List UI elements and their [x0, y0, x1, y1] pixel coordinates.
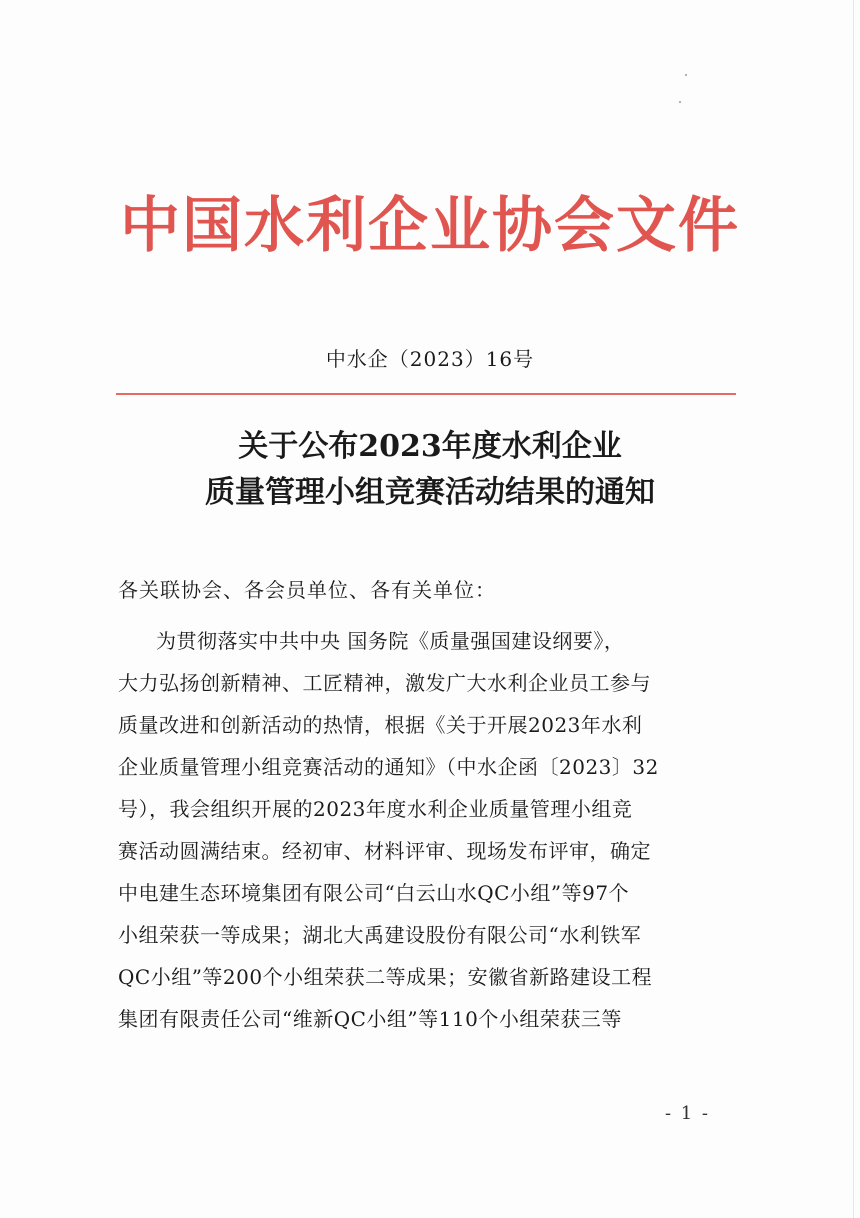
page-number: - 1 -: [664, 1103, 710, 1124]
scan-edge-line: [853, 0, 854, 1218]
body-line: 企业质量管理小组竞赛活动的通知》（中水企函〔2023〕32: [118, 755, 659, 779]
org-header-title: 中国水利企业协会文件: [120, 191, 740, 261]
body-line: 号），我会组织开展的2023年度水利企业质量管理小组竞: [118, 797, 633, 821]
notice-title-line-1: 关于公布2023年度水利企业: [238, 429, 622, 464]
body-line: 为贯彻落实中共中央 国务院《质量强国建设纲要》，: [156, 629, 625, 653]
body-line: QC小组”等200个小组荣获二等成果；安徽省新路建设工程: [118, 965, 653, 989]
salutation: 各关联协会、各会员单位、各有关单位：: [118, 578, 496, 602]
document-number: 中水企（2023）16号: [325, 347, 535, 371]
body-line: 质量改进和创新活动的热情，根据《关于开展2023年水利: [118, 713, 643, 737]
scan-speck: [685, 74, 687, 76]
body-line: 大力弘扬创新精神、工匠精神，激发广大水利企业员工参与: [118, 671, 651, 695]
body-line: 中电建生态环境集团有限公司“白云山水QC小组”等97个: [118, 881, 630, 905]
notice-title: [0, 424, 860, 516]
body-line: 集团有限责任公司“维新QC小组”等110个小组荣获三等: [118, 1007, 622, 1031]
red-separator-line: [116, 393, 736, 395]
body-paragraph: [118, 620, 718, 1040]
scan-speck: [679, 101, 681, 103]
notice-title-line-2: 质量管理小组竞赛活动结果的通知: [205, 475, 655, 510]
body-line: 小组荣获一等成果；湖北大禹建设股份有限公司“水利铁军: [118, 923, 642, 947]
body-line: 赛活动圆满结束。经初审、材料评审、现场发布评审，确定: [118, 839, 651, 863]
